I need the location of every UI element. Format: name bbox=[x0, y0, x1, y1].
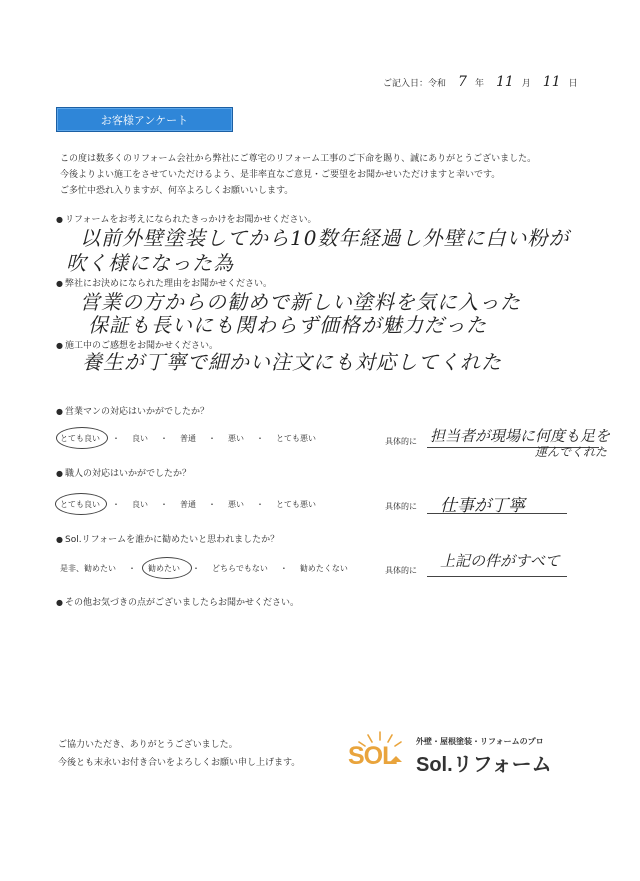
logo-company-name: Sol.リフォーム bbox=[416, 754, 552, 776]
question-4: ● 営業マンの対応はいかがでしたか？ bbox=[56, 404, 209, 417]
selected-circle-sales bbox=[56, 427, 108, 449]
specific-line-recommend bbox=[427, 576, 567, 577]
closing-line-1: ご協力いただき、ありがとうございました。 bbox=[58, 740, 238, 750]
answer-2-line-1[interactable]: 営業の方からの勧めで新しい塗料を気に入った bbox=[80, 290, 521, 314]
option-not-recommend[interactable]: 勧めたくない bbox=[299, 564, 348, 573]
answer-6-line-1[interactable]: 上記の件がすべて bbox=[440, 552, 560, 570]
option-very-good[interactable]: とても良い bbox=[60, 434, 100, 443]
question-3: ● 施工中のご感想をお聞かせください。 bbox=[56, 338, 218, 351]
intro-line-1: この度は数多くのリフォーム会社から弊社にご尊宅のリフォーム工事のご下命を賜り、誠にありがとうございました。 bbox=[60, 154, 537, 164]
intro-line-3: ご多忙中恐れ入りますが、何卒よろしくお願いいします。 bbox=[60, 186, 294, 196]
answer-2-line-2[interactable]: 保証も長いにも関わらず価格が魅力だった bbox=[88, 313, 487, 337]
option-neutral[interactable]: どちらでもない bbox=[212, 564, 268, 573]
question-1: ● リフォームをお考えになられたきっかけをお聞かせください。 bbox=[56, 212, 317, 225]
question-6: ● Sol.リフォームを誰かに勧めたいと思われましたか？ bbox=[56, 532, 279, 545]
option-very-good[interactable]: とても良い bbox=[60, 500, 100, 509]
option-very-bad[interactable]: とても悪い bbox=[276, 500, 316, 509]
survey-title: お客様アンケート bbox=[56, 107, 233, 132]
question-2: ● 弊社にお決めになられた理由をお聞かせください。 bbox=[56, 276, 272, 289]
closing-line-2: 今後とも末永いお付き合いをよろしくお願い申し上げます。 bbox=[58, 758, 301, 768]
answer-4-line-2[interactable]: 運んでくれた bbox=[535, 445, 608, 459]
answer-3-line-1[interactable]: 養生が丁寧で細かい注文にも対応してくれた bbox=[82, 350, 502, 374]
intro-text bbox=[60, 151, 536, 199]
option-bad[interactable]: 悪い bbox=[228, 500, 244, 509]
option-average[interactable]: 普通 bbox=[180, 500, 196, 509]
date-year-unit: 年 bbox=[474, 79, 484, 89]
date-day-unit: 日 bbox=[568, 79, 578, 89]
date-month[interactable]: 11 bbox=[495, 74, 514, 90]
option-very-bad[interactable]: とても悪い bbox=[276, 434, 316, 443]
rating-scale-craftsman: とても良い ・ 良い ・ 普通 ・ 悪い ・ とても悪い bbox=[60, 500, 316, 509]
company-logo bbox=[344, 728, 564, 778]
option-recommend[interactable]: 勧めたい bbox=[148, 564, 180, 573]
rating-scale-recommend: 是非、勧めたい ・ 勧めたい ・ どちらでもない ・ 勧めたくない bbox=[60, 564, 348, 573]
date-label: ご記入日：令和 bbox=[383, 79, 447, 89]
specific-label-sales: 具体的に bbox=[385, 437, 417, 446]
date-day[interactable]: 11 bbox=[542, 74, 561, 90]
answer-1-line-2[interactable]: 吹く様になった為 bbox=[66, 251, 234, 275]
option-good[interactable]: 良い bbox=[132, 434, 148, 443]
rating-scale-sales: とても良い ・ 良い ・ 普通 ・ 悪い ・ とても悪い bbox=[60, 434, 316, 443]
date-year[interactable]: 7 bbox=[458, 74, 467, 90]
answer-5-line-1[interactable]: 仕事が丁寧 bbox=[440, 496, 525, 516]
specific-label-recommend: 具体的に bbox=[385, 566, 417, 575]
date-month-unit: 月 bbox=[521, 79, 531, 89]
option-average[interactable]: 普通 bbox=[180, 434, 196, 443]
logo-tagline: 外壁・屋根塗装・リフォームのプロ bbox=[416, 737, 544, 746]
specific-label-craftsman: 具体的に bbox=[385, 502, 417, 511]
question-5: ● 職人の対応はいかがでしたか？ bbox=[56, 466, 191, 479]
selected-circle-craftsman bbox=[55, 493, 107, 515]
closing-text bbox=[58, 736, 300, 772]
logo-word: SOL bbox=[348, 742, 397, 770]
question-7: ● その他お気づきの点がございましたらお聞かせください。 bbox=[56, 595, 299, 608]
selected-circle-recommend bbox=[142, 557, 192, 579]
option-good[interactable]: 良い bbox=[132, 500, 148, 509]
option-bad[interactable]: 悪い bbox=[228, 434, 244, 443]
option-definitely[interactable]: 是非、勧めたい bbox=[60, 564, 116, 573]
date-row bbox=[383, 76, 578, 90]
intro-line-2: 今後よりよい施工をさせていただけるよう、是非率直なご意見・ご要望をお聞かせいただけますと幸いです。 bbox=[60, 170, 501, 180]
answer-4-line-1[interactable]: 担当者が現場に何度も足を bbox=[430, 427, 611, 445]
answer-1-line-1[interactable]: 以前外壁塗装してから10数年経過し外壁に白い粉が bbox=[80, 226, 570, 250]
